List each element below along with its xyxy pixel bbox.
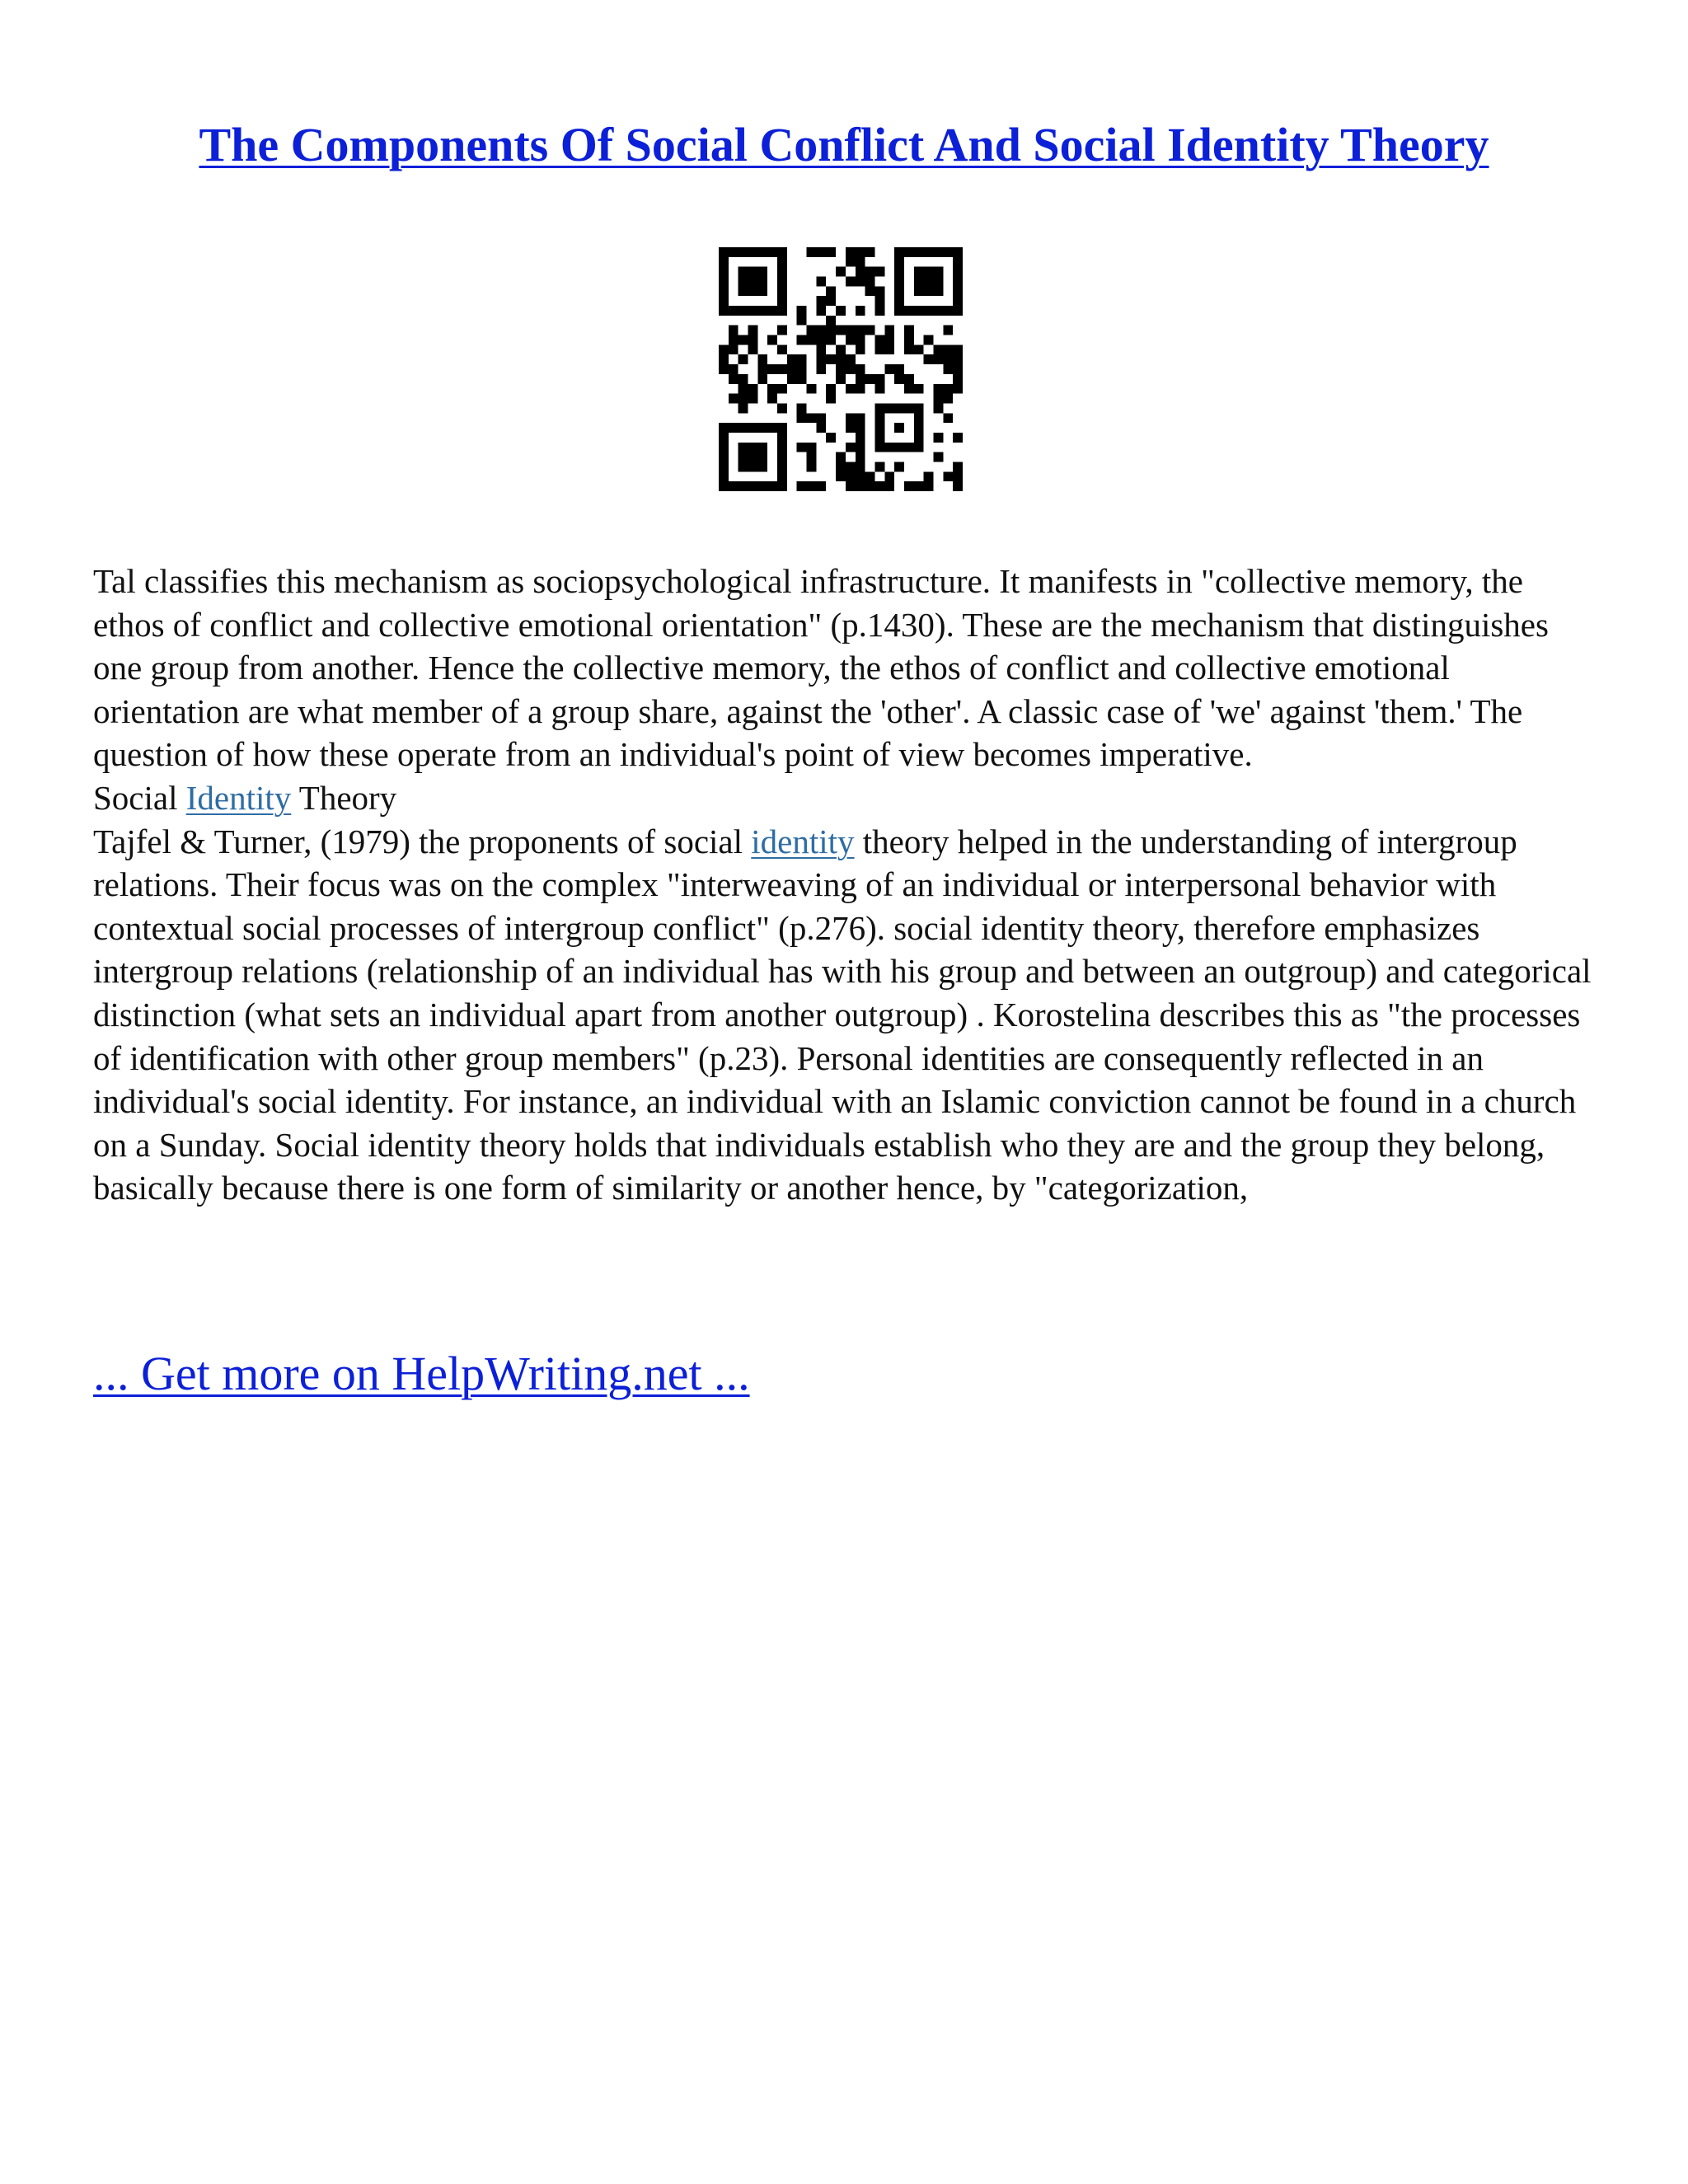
page-title [0, 115, 1688, 175]
paragraph-social-identity-theory [93, 820, 1601, 1210]
title-link[interactable]: The Components Of Social Conflict And Social Identity Theory [199, 118, 1489, 171]
section-heading [93, 776, 1601, 820]
keyword-link-identity-body[interactable]: identity [751, 822, 855, 860]
heading-text-pre: Social [93, 778, 186, 817]
article-body [93, 560, 1601, 1210]
qr-code-icon [719, 247, 963, 491]
keyword-link-identity-heading[interactable]: Identity [185, 778, 292, 817]
paragraph-collective-memory: Tal classifies this mechanism as sociopsychological infrastructure. It manifests in "collective memory, the ethos of conflict and collective emotional orientation" (p.1430). These are the mechanism that distinguishes one group from another. Hence the collective memory, the ethos of conflict and collective emotional orientation are what member of a group share, against the 'other'. A classic case of 'we' against 'them.' The question of how these operate from an individual's point of view becomes imperative. [93, 562, 1549, 774]
heading-text-post: Theory [291, 778, 397, 817]
paragraph2-post: theory helped in the understanding of intergroup relations. Their focus was on the complex "interweaving of an individual or interpersonal behavior with contextual social processes of intergroup conflict" (p.276). social identity theory, therefore emphasizes intergroup relations (relationship of an individual has with his group and between an outgroup) and categorical distinction (what sets an individual apart from another outgroup) . Korostelina describes this as "the processes of identification with other group members" (p.23). Personal identities are consequently reflected in an individual's social identity. For instance, an individual with an Islamic conviction cannot be found in a church on a Sunday. Social identity theory holds that individuals establish who they are and the group they belong, basically because there is one form of similarity or another hence, by "categorization, [93, 822, 1592, 1207]
paragraph2-pre: Tajfel & Turner, (1979) the proponents of social [93, 822, 752, 860]
get-more-container [93, 1345, 750, 1403]
get-more-link[interactable]: ... Get more on HelpWriting.net ... [93, 1347, 750, 1400]
